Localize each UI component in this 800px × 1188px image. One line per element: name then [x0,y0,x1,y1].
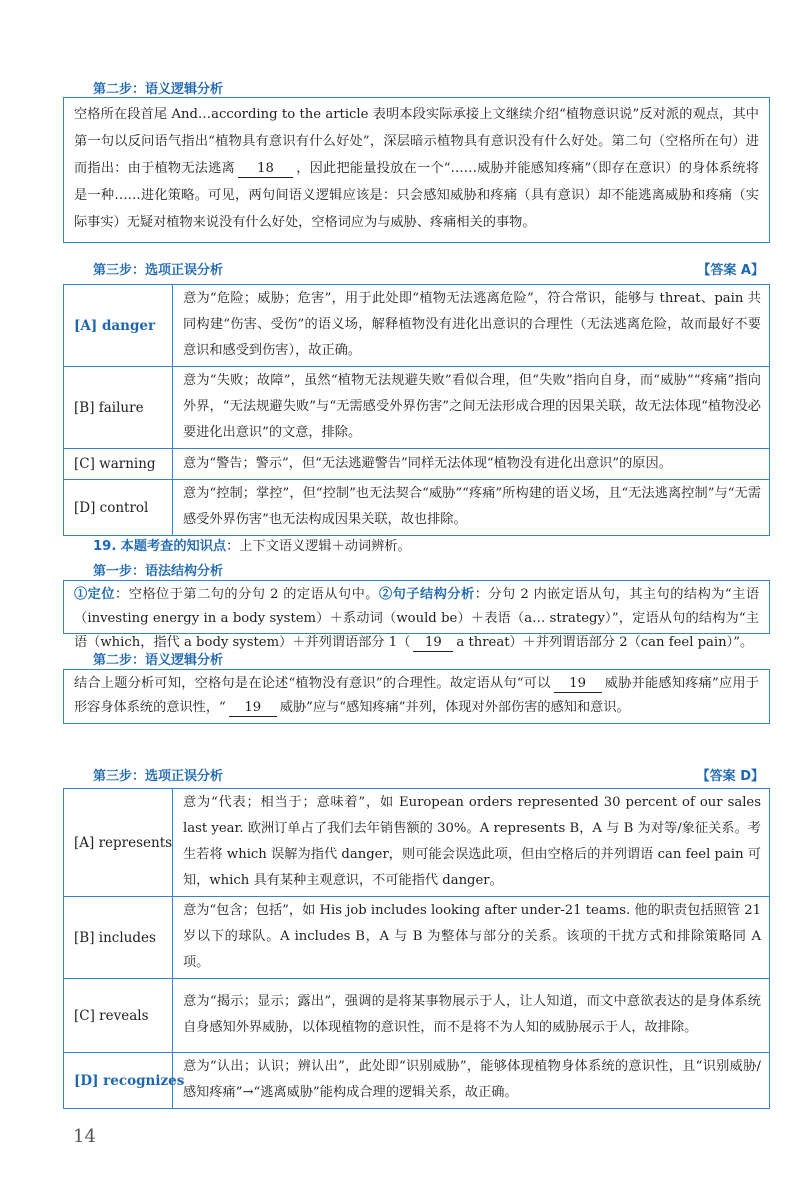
option-explanation: 意为“揭示；显示；露出”，强调的是将某事物展示于人，让人知道，而文中意欲表达的是身体系统自身感知外界威胁，以体现植物的意识性，而不是将不为人知的威胁展示于人，故排除。 [173,979,770,1053]
semantic-text-2: 威胁并能感知疼痛”应用于形容身体系统的意识性，“ [74,676,759,715]
option-label: [B] includes [64,897,173,979]
option-row [64,285,770,367]
option-row [64,789,770,897]
step3-heading-19: 第三步：选项正误分析 [93,769,224,784]
answer-tag-19: 【答案 D】 [696,769,764,784]
question-topic: ：上下文语义逻辑＋动词辨析。 [226,539,411,554]
option-explanation: 意为“包含；包括”，如 His job includes looking after under-21 teams. 他的职责包括照管 21 岁以下的球队。A includes B，A 与 B 为整体与部分的关系。该项的干扰方式和排除策略同 A 项。 [173,897,770,979]
option-label: [D] recognizes [64,1053,173,1109]
options-table-19 [63,788,770,1109]
option-row [64,1053,770,1109]
option-row [64,449,770,480]
option-label: [A] represents [64,789,173,897]
analysis-text-2: ，因此把能量投放在一个“……威胁并能感知疼痛”（即存在意识）的身体系统将是一种……进化策略。可见，两句间语义逻辑应该是：只会感知威胁和疼痛（具有意识）却不能逃离威胁和疼痛（实际事实）无疑对植物来说没有什么好处，空格词应为与威胁、疼痛相关的事物。 [74,161,759,230]
grammar-analysis-box [63,580,770,650]
option-explanation: 意为“代表；相当于；意味着”，如 European orders represented 30 percent of our sales last year. 欧洲订单占了我们去年销售额的 30%。A represents B，A 与 B 为对等/象征关系。考生若将 which 误解为指代 danger，则可能会误选此项，但由空格后的并列谓语 can feel pain 可知，which 具有某种主观意识，不可能指代 danger。 [173,789,770,897]
grammar-text-1: ：空格位于第二句的分句 2 的定语从句中。 [115,587,379,602]
step1-heading: 第一步：语法结构分析 [93,564,224,579]
blank-19a: 19 [554,676,602,693]
step2-heading-19: 第二步：语义逻辑分析 [93,653,224,668]
options-table-18 [63,284,770,536]
answer-tag-18: 【答案 A】 [697,263,764,278]
question-number: 19. [93,539,117,554]
step2-heading: 第二步：语义逻辑分析 [93,82,224,97]
option-row [64,979,770,1053]
option-explanation: 意为“认出；认识；辨认出”，此处即“识别威胁”，能够体现植物身体系统的意识性，且“识别威胁/感知疼痛”→“逃离威胁”能构成合理的逻辑关系，故正确。 [173,1053,770,1109]
marker-structure: ②句子结构分析 [378,587,475,602]
blank-19: 19 [413,635,453,652]
option-row [64,367,770,449]
semantic-analysis-box [63,97,770,243]
question-title: 本题考查的知识点 [120,539,227,554]
grammar-text-3: a threat）＋并列谓语部分 2（can feel pain）”。 [456,635,754,650]
blank-18: 18 [238,161,293,178]
option-explanation: 意为“失败；故障”，虽然“植物无法规避失败”看似合理，但“失败”指向自身，而“威胁”“疼痛”指向外界，“无法规避失败”与“无需感受外界伤害”之间无法形成合理的因果关联，故无法体现“植物没必要进化出意识”的文意，排除。 [173,367,770,449]
blank-19b: 19 [229,700,277,717]
option-explanation: 意为“危险；威胁；危害”，用于此处即“植物无法逃离危险”，符合常识，能够与 threat、pain 共同构建“伤害、受伤”的语义场，解释植物没有进化出意识的合理性（无法逃离危险，故而最好不要意识和感受到伤害），故正确。 [173,285,770,367]
page-number: 14 [73,1126,96,1147]
marker-locate: ①定位 [74,587,116,602]
question-19-heading [93,535,411,554]
analysis-text-1: 空格所在段首尾 And…according to the article 表明本段实际承接上文继续介绍“植物意识说”反对派的观点，其中第一句以反问语气指出“植物具有意识有什么好处”，深层暗示植物具有意识没有什么好处。第二句（空格所在句）进而指出：由于植物无法逃离 [74,107,759,176]
option-row [64,897,770,979]
option-row [64,480,770,536]
option-label: [B] failure [64,367,173,449]
option-explanation: 意为“警告；警示”，但“无法逃避警告”同样无法体现“植物没有进化出意识”的原因。 [173,449,770,480]
step3-heading: 第三步：选项正误分析 [93,263,224,278]
option-label: [A] danger [64,285,173,367]
option-explanation: 意为“控制；掌控”，但“控制”也无法契合“威胁”“疼痛”所构建的语义场，且“无法逃离控制”与“无需感受外界伤害”也无法构成因果关联，故也排除。 [173,480,770,536]
grammar-text-2: ：分句 2 内嵌定语从句，其主句的结构为“主语（investing energy in a body system）＋系动词（would be）＋表语（a… strategy）”，定语从句的结构为“主语（which，指代 a body system）＋并列谓语部分 1（ [74,587,760,650]
option-label: [C] reveals [64,979,173,1053]
option-label: [D] control [64,480,173,536]
option-label: [C] warning [64,449,173,480]
semantic-text-3: 威胁”应与“感知疼痛”并列，体现对外部伤害的感知和意识。 [279,700,630,715]
semantic-analysis-box-19 [63,669,770,724]
semantic-text-1: 结合上题分析可知，空格句是在论述“植物没有意识”的合理性。故定语从句“可以 [74,676,551,691]
